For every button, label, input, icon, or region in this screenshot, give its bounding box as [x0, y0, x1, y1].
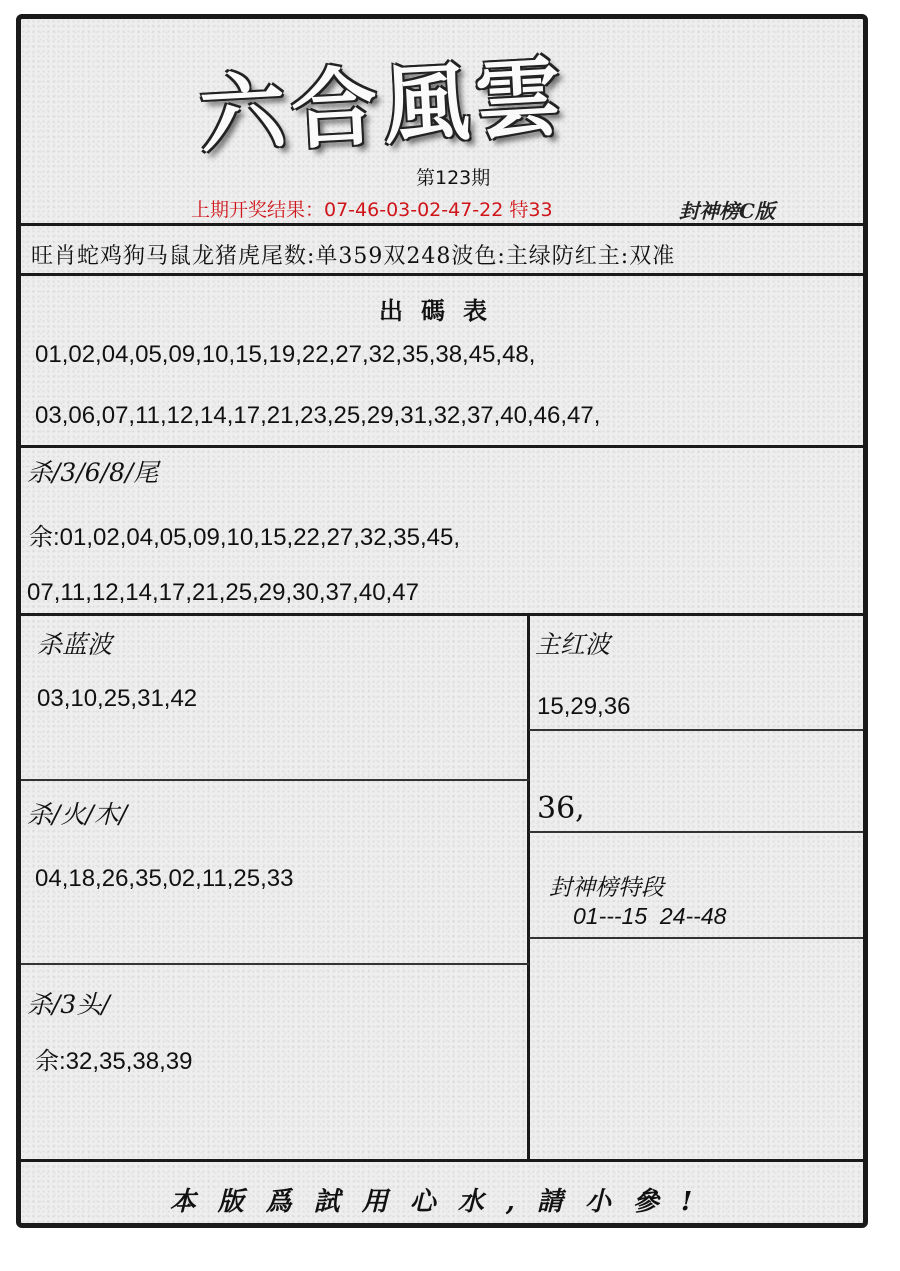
divider: [21, 613, 863, 616]
page-title: 六合風雲: [197, 46, 570, 167]
code-table-title: 出碼表: [379, 296, 505, 325]
edition-label: 封神榜C版: [679, 199, 775, 223]
special-range-value: 01---15 24--48: [573, 903, 727, 929]
divider: [21, 1159, 863, 1162]
divider: [529, 729, 863, 731]
code-table-line-2: 03,06,07,11,12,14,17,21,23,25,29,31,32,37,40,46,47,: [35, 402, 601, 429]
main-red-numbers: 15,29,36: [537, 693, 631, 720]
divider: [21, 963, 529, 965]
kill-tail-line-2: 07,11,12,14,17,21,25,29,30,37,40,47: [27, 579, 419, 606]
divider: [21, 445, 863, 448]
last-result: 上期开奖结果：07-46-03-02-47-22 特33: [191, 199, 553, 221]
divider: [21, 779, 529, 781]
zodiac-line: 旺肖蛇鸡狗马鼠龙猪虎尾数:单359双248波色:主绿防红主:双准: [31, 244, 676, 269]
main-red-label: 主红波: [535, 630, 611, 659]
divider: [21, 273, 863, 276]
issue-number: 第123期: [416, 167, 491, 189]
kill-tail-label: 杀/3/6/8/尾: [27, 458, 159, 487]
kill-blue-numbers: 03,10,25,31,42: [37, 685, 198, 712]
kill-element-numbers: 04,18,26,35,02,11,25,33: [35, 865, 294, 892]
footer-note: 本版爲試用心水,請小參!: [169, 1187, 715, 1217]
single-pick: 36,: [537, 791, 585, 826]
divider: [21, 223, 863, 226]
code-table-line-1: 01,02,04,05,09,10,15,19,22,27,32,35,38,45,48,: [35, 341, 536, 368]
special-range-label: 封神榜特段: [549, 875, 664, 901]
divider: [529, 937, 863, 939]
kill-tail-line-1: 余:01,02,04,05,09,10,15,22,27,32,35,45,: [29, 524, 461, 551]
column-divider: [527, 613, 530, 1159]
kill-element-label: 杀/火/木/: [27, 800, 128, 829]
kill-blue-label: 杀蓝波: [37, 630, 113, 659]
kill-head-label: 杀/3头/: [27, 990, 110, 1019]
lottery-sheet: [16, 14, 868, 1228]
kill-head-numbers: 余:32,35,38,39: [35, 1048, 193, 1075]
divider: [529, 831, 863, 833]
